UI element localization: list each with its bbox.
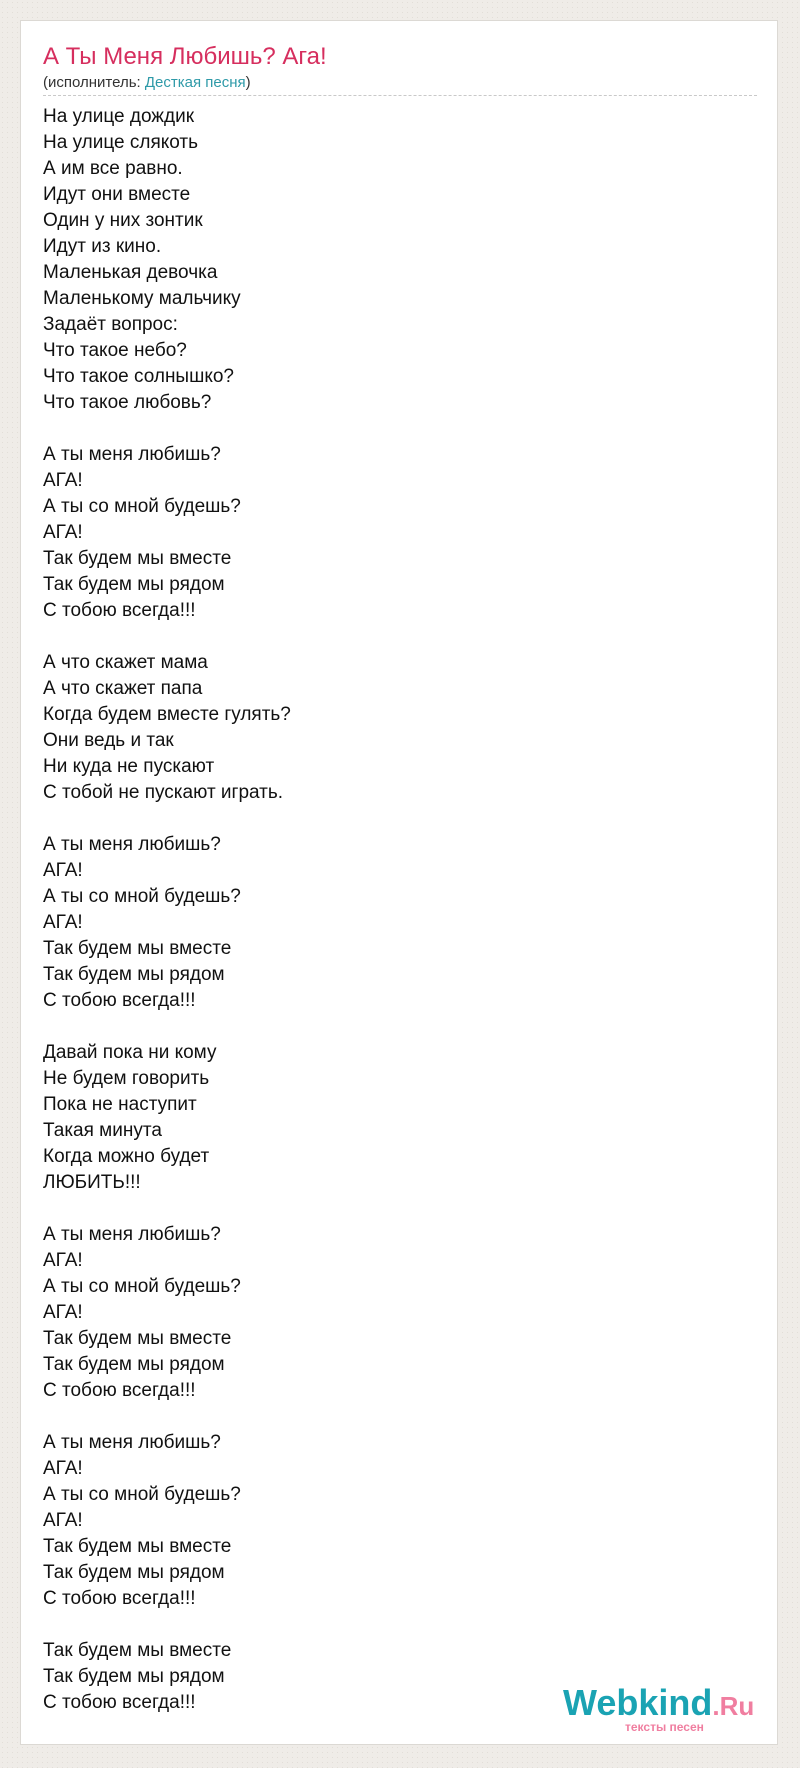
lyric-line: С тобою всегда!!! [43,1588,196,1609]
lyric-line: Так будем мы рядом [43,574,225,595]
lyric-line: А ты меня любишь? [43,1224,221,1245]
lyric-line: Так будем мы вместе [43,938,232,959]
lyric-line: А ты со мной будешь? [43,1276,241,1297]
stanza-gap [43,1196,291,1222]
lyric-line: На улице дождик [43,106,195,127]
lyric-line: Так будем мы вместе [43,1536,232,1557]
artist-link[interactable]: Десткая песня [144,74,246,91]
lyrics-text [43,104,291,1716]
lyric-line: Так будем мы рядом [43,1666,225,1687]
stanza [43,104,291,416]
lyric-line: С тобой не пускают играть. [43,782,284,803]
stanza [43,650,291,806]
logo-suffix: .Ru [712,1691,755,1721]
lyric-line: С тобою всегда!!! [43,1380,196,1401]
stanza [43,832,291,1014]
lyric-line: Задаёт вопрос: [43,314,178,335]
lyric-line: А что скажет мама [43,652,208,673]
stanza-gap [43,1612,291,1638]
site-logo[interactable] [563,1683,763,1735]
lyric-line: Что такое солнышко? [43,366,234,387]
lyric-line: А им все равно. [43,158,183,179]
lyric-line: Так будем мы вместе [43,548,232,569]
stanza [43,442,291,624]
lyric-line: Маленькому мальчику [43,288,241,309]
lyric-line: На улице слякоть [43,132,199,153]
lyric-line: С тобою всегда!!! [43,600,196,621]
lyric-line: Не будем говорить [43,1068,210,1089]
lyric-line: АГА! [43,912,83,933]
lyric-line: А что скажет папа [43,678,203,699]
lyric-line: А ты со мной будешь? [43,1484,241,1505]
lyric-line: Ни куда не пускают [43,756,215,777]
lyric-line: Идут из кино. [43,236,162,257]
lyric-line: Так будем мы рядом [43,1354,225,1375]
lyric-line: АГА! [43,1458,83,1479]
lyric-line: С тобою всегда!!! [43,990,196,1011]
stanza-gap [43,1404,291,1430]
lyric-line: Так будем мы вместе [43,1640,232,1661]
lyric-line: Так будем мы рядом [43,1562,225,1583]
lyric-line: АГА! [43,1302,83,1323]
lyric-line: Идут они вместе [43,184,191,205]
stanza-gap [43,1014,291,1040]
lyric-line: АГА! [43,470,83,491]
lyric-line: АГА! [43,1510,83,1531]
logo-main-text: Webkind [563,1682,713,1723]
lyric-line: АГА! [43,522,83,543]
stanza [43,1638,291,1716]
stanza-gap [43,624,291,650]
lyric-line: Что такое любовь? [43,392,212,413]
lyric-line: А ты со мной будешь? [43,886,241,907]
lyric-line: АГА! [43,860,83,881]
lyric-line: Так будем мы рядом [43,964,225,985]
title-divider [43,95,757,96]
lyric-line: Один у них зонтик [43,210,203,231]
lyric-line: АГА! [43,1250,83,1271]
lyric-line: А ты меня любишь? [43,834,221,855]
stanza [43,1430,291,1612]
song-title: А Ты Меня Любишь? Ага! [43,43,327,70]
lyric-line: С тобою всегда!!! [43,1692,196,1713]
stanza-gap [43,806,291,832]
lyric-line: Они ведь и так [43,730,174,751]
lyric-line: Что такое небо? [43,340,187,361]
logo-tagline: тексты песен [625,1720,704,1734]
lyrics-card [20,20,778,1745]
lyric-line: А ты со мной будешь? [43,496,241,517]
artist-suffix: ) [245,74,251,91]
artist-meta [43,74,251,92]
stanza-gap [43,416,291,442]
lyric-line: Когда будем вместе гулять? [43,704,291,725]
lyric-line: Пока не наступит [43,1094,197,1115]
stanza [43,1222,291,1404]
lyric-line: Давай пока ни кому [43,1042,217,1063]
lyric-line: А ты меня любишь? [43,1432,221,1453]
lyric-line: Так будем мы вместе [43,1328,232,1349]
lyric-line: Маленькая девочка [43,262,218,283]
artist-prefix: (исполнитель: [43,74,145,91]
lyric-line: А ты меня любишь? [43,444,221,465]
lyric-line: ЛЮБИТЬ!!! [43,1172,141,1193]
stanza [43,1040,291,1196]
lyric-line: Когда можно будет [43,1146,210,1167]
lyric-line: Такая минута [43,1120,162,1141]
